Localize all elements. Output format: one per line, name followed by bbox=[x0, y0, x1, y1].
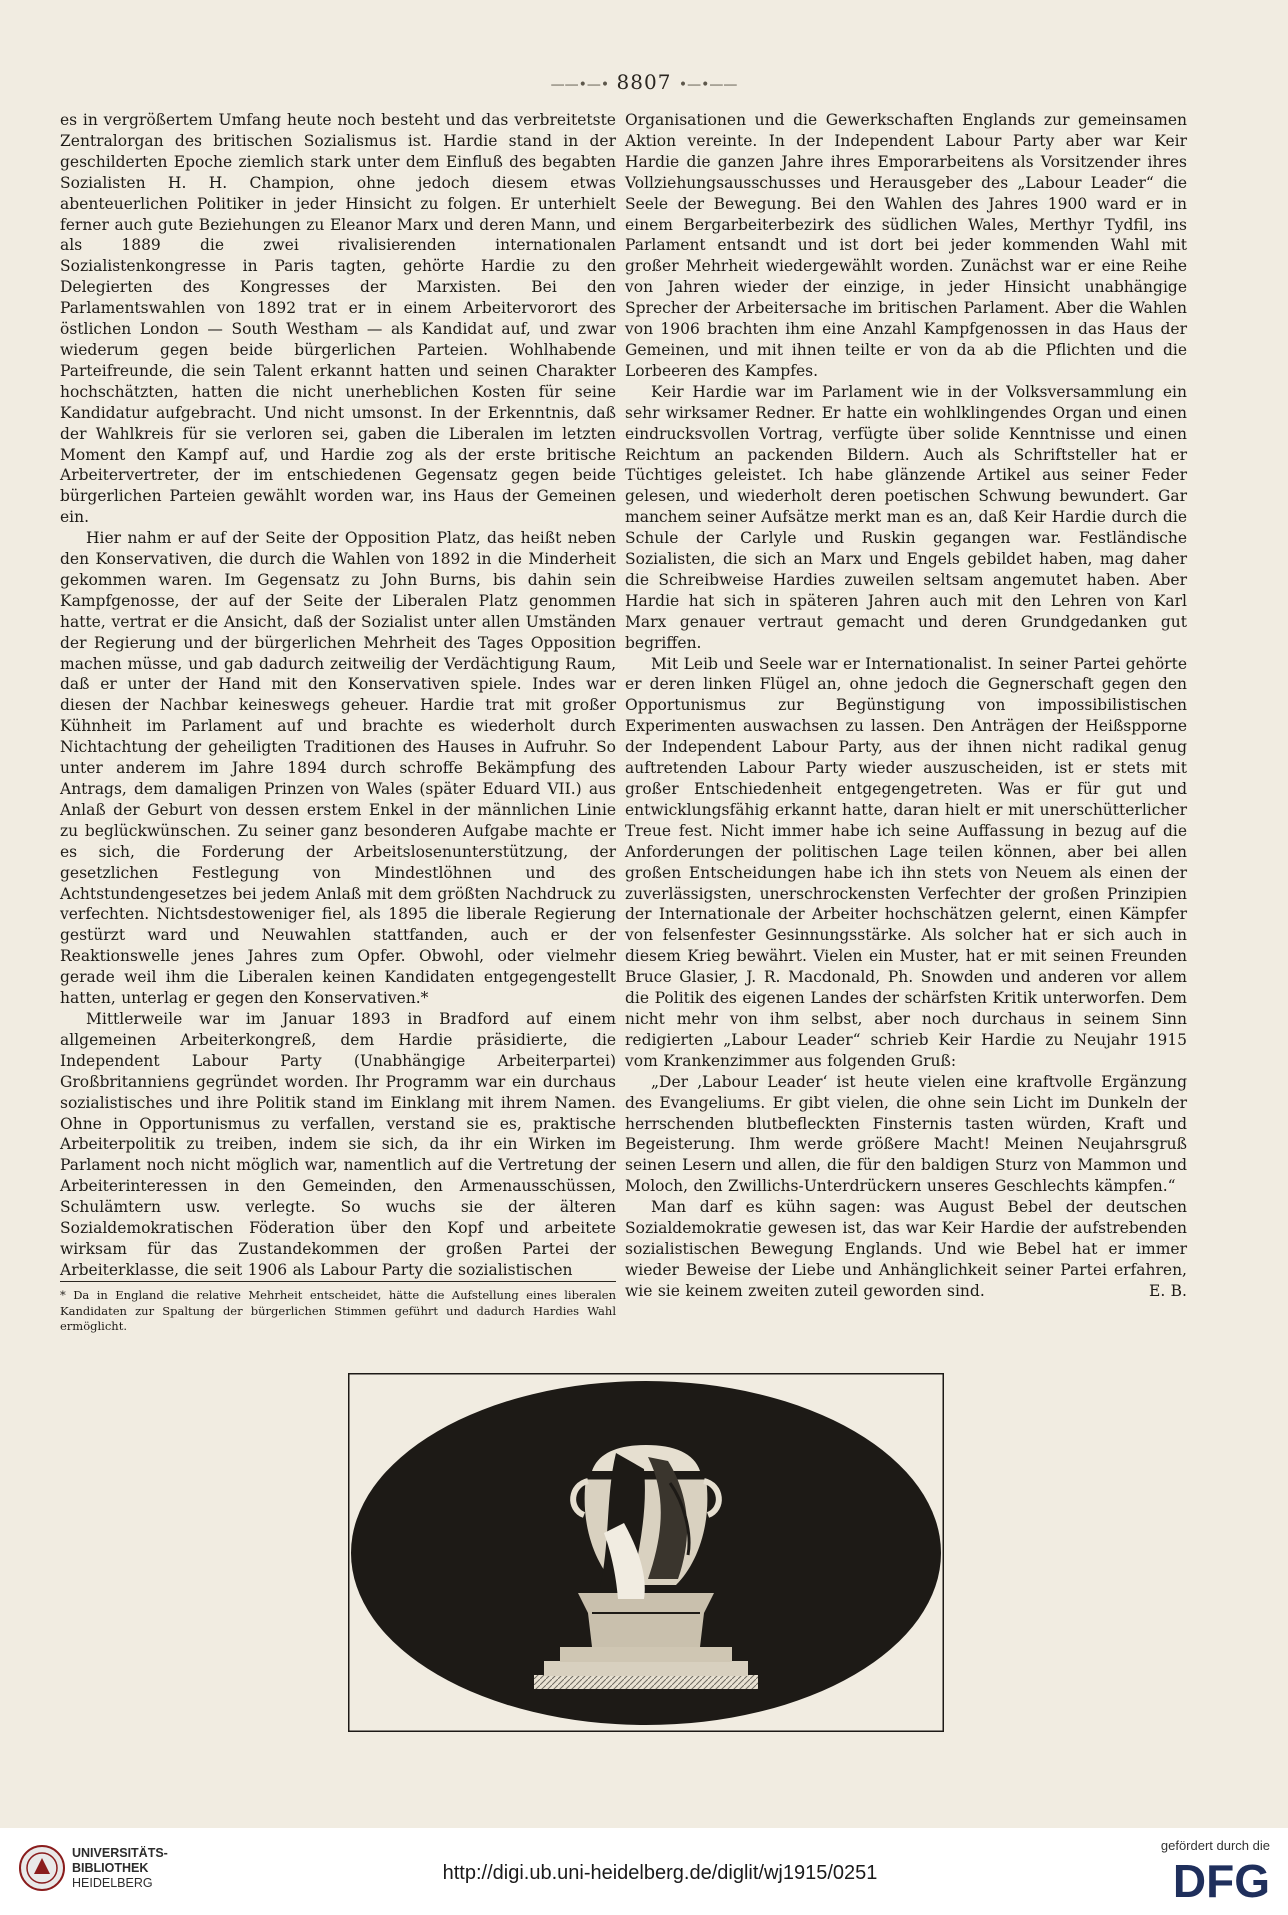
paragraph: Organisationen und die Gewerkschaften Englands zur gemeinsamen Aktion vereinte. In der Independent Labour Party aber war Keir Hardie die ganzen Jahre ihres Emporarbeitens als Vorsitzender ihres Vollziehungsausschusses und Herausgeber des „Labour Leader“ die Seele der Bewegung. Bei den Wahlen des Jahres 1900 ward er in einem Bergarbeiterbezirk des südlichen Wales, Merthyr Tydfil, ins Parlament entsandt und ist dort bei jeder kommenden Wahl mit großer Mehrheit wiedergewählt worden. Zunächst war er eine Reihe von Jahren wieder der einzige, in jeder Hinsicht unabhängige Sprecher der Arbeitersache im britischen Parlament. Aber die Wahlen von 1906 brachten ihm eine Anzahl Kampfgenossen in das Haus der Gemeinen, und mit ihnen teilte er von da ab die Pflichten und die Lorbeeren des Kampfes. bbox=[625, 111, 1187, 380]
svg-text:DFG: DFG bbox=[1172, 1855, 1270, 1903]
left-column bbox=[60, 110, 616, 1281]
institution-line: UNIVERSITÄTS- bbox=[72, 1846, 168, 1860]
author-signature: E. B. bbox=[1149, 1281, 1187, 1300]
footnote-divider bbox=[60, 1281, 616, 1282]
university-library-logo[interactable] bbox=[18, 1842, 168, 1902]
paragraph: Keir Hardie war im Parlament wie in der Volksversammlung ein sehr wirksamer Redner. Er hatte ein wohlklingendes Organ und einen eindrucksvollen Vortrag, verfügte über solide Kenntnisse und einen Reichtum an packenden Bildern. Auch als Schriftsteller hat er Tüchtiges geleistet. Ich habe glänzende Artikel aus seiner Feder gelesen, und wiederholt deren poetischen Schwung bewundert. Gar manchem seiner Aufsätze merkt man es an, daß Keir Hardie durch die Schule der Carlyle und Ruskin gegangen war. Festländische Sozialisten, die sich an Marx und Engels gebildet haben, mag daher die Schreibweise Hardies zuweilen seltsam angemutet haben. Aber Hardie hat sich in späteren Jahren auch mit den Lehren von Karl Marx genauer vertraut gemacht und deren Grundgedanken gut begriffen. bbox=[625, 382, 1187, 652]
permalink-url[interactable]: http://digi.ub.uni-heidelberg.de/diglit/wj1915/0251 bbox=[442, 1862, 878, 1884]
paragraph: Mittlerweile war im Januar 1893 in Bradford auf einem allgemeinen Arbeiterkongreß, dem Hardie präsidierte, die Independent Labour Party (Unabhängige Arbeiterpartei) Großbritanniens gegründet worden. Ihr Programm war ein durchaus sozialistisches und ihre Politik stand im Einklang mit ihrem Namen. Ohne in Opportunismus zu verfallen, verstand sie es, praktische Arbeiterpolitik zu treiben, indem sie sich, da ihr ein Wirken im Parlament noch nicht möglich war, namentlich auf die Vertretung der Arbeiterinteressen in den Gemeinden, den Armenausschüssen, Schulämtern usw. verlegte. So wuchs sie der älteren Sozialdemokratischen Föderation über den Kopf und arbeitete wirksam für das Zustandekommen der großen Partei der Arbeiterklasse, die seit 1906 als Labour Party die sozialistischen bbox=[60, 1009, 616, 1279]
paragraph-text: Man darf es kühn sagen: was August Bebel der deutschen Sozialdemokratie gewesen ist, das war Keir Hardie der aufstrebenden sozialistischen Bewegung Englands. Und wie Bebel hat er immer wieder Beweise der Liebe und Anhänglichkeit seiner Partei erfahren, wie sie keinem zweiten zuteil geworden sind. bbox=[625, 1198, 1187, 1300]
ornament-left: ——•—• bbox=[550, 77, 610, 93]
institution-line: BIBLIOTHEK bbox=[72, 1861, 149, 1875]
digital-library-footer bbox=[0, 1828, 1288, 1915]
institution-line: HEIDELBERG bbox=[72, 1876, 153, 1890]
ornament-right: •—•—— bbox=[678, 77, 738, 93]
footnote: * Da in England die relative Mehrheit entscheidet, hätte die Aufstellung eines liberalen Kandidaten zur Spaltung der bürgerlichen Stimmen geführt und dadurch Hardies Wahl ermöglicht. bbox=[60, 1288, 616, 1333]
paragraph: Hier nahm er auf der Seite der Opposition Platz, das heißt neben den Konservativen, die durch die Wahlen von 1892 in die Minderheit gekommen waren. Im Gegensatz zu John Burns, bis dahin sein Kampfgenosse, der auf der Seite der Liberalen Platz genommen hatte, vertrat er die Ansicht, daß der Sozialist unter allen Umständen der Regierung und der bürgerlichen Mehrheit des Tages Opposition machen müsse, und gab dadurch zeitweilig der Verdächtigung Raum, daß er unter der Hand mit den Konservativen spiele. Indes war diesen der Nachbar keineswegs geheuer. Hardie trat mit großer Kühnheit im Parlament auf und brachte es wiederholt durch Nichtachtung der geheiligten Traditionen des Hauses in Aufruhr. So unter anderem im Jahre 1894 durch schroffe Bekämpfung des Antrags, dem damaligen Prinzen von Wales (später Eduard VII.) aus Anlaß der Geburt von dessen erstem Enkel in der männlichen Linie zu beglückwünschen. Zu seiner ganz besonderen Aufgabe machte er es sich, die Forderung der Arbeitslosenunterstützung, der gesetzlichen Festlegung von Mindestlöhnen und des Achtstundengesetzes bei jedem Anlaß mit dem größten Nachdruck zu verfechten. Nichtsdestoweniger fiel, als 1895 die liberale Regierung gestürzt ward und Neuwahlen stattfanden, auch er der Reaktionswelle jenes Jahres zum Opfer. Obwohl, oder vielmehr gerade weil ihm die Liberalen keinen Kandidaten entgegengestellt hatten, unterlag er gegen den Konservativen.* bbox=[60, 529, 616, 1008]
paragraph: Mit Leib und Seele war er Internationalist. In seiner Partei gehörte er deren linken Flügel an, ohne jedoch die Gegnerschaft gegen den Opportunismus zur Begünstigung von impossibilistischen Experimenten auswachsen zu lassen. Den Anträgen der Heißspporne der Independent Labour Party, aus der ihnen nicht radikal genug auftretenden Labour Party wieder auszuscheiden, ist er stets mit großer Entschiedenheit entgegengetreten. Was er für gut und entwicklungsfähig erkannt hatte, daran hielt er mit unerschütterlicher Treue fest. Nicht immer habe ich seine Auffassung in bezug auf die Anforderungen der politischen Lage teilen können, aber bei allen großen Entscheidungen habe ich ihn stets von Neuem als einen der zuverlässigsten, unerschrockensten Verfechter der großen Prinzipien der Internationale der Arbeiter hochschätzen gelernt, einen Kämpfer von felsenfester Gesinnungsstärke. Als solcher hat er sich auch in diesem Krieg bewährt. Vielen ein Muster, hat er mit seinen Freunden Bruce Glasier, J. R. Macdonald, Ph. Snowden und anderen vor allem die Politik des eigenen Landes der schärfsten Kritik unterworfen. Dem nicht mehr von ihm selbst, aber noch durchaus in seinem Sinn redigierten „Labour Leader“ schrieb Keir Hardie zu Neujahr 1915 vom Krankenzimmer aus folgenden Gruß: bbox=[625, 654, 1187, 1070]
paragraph bbox=[625, 1197, 1187, 1302]
paragraph: es in vergrößertem Umfang heute noch besteht und das verbreitetste Zentralorgan des britischen Sozialismus ist. Hardie stand in der geschilderten Epoche ziemlich stark unter dem Einfluß des begabten Sozialisten H. H. Champion, ohne jedoch diesem etwas abenteuerlichen Politiker in jeder Hinsicht zu folgen. Er unterhielt ferner auch gute Beziehungen zu Eleanor Marx und deren Mann, und als 1889 die zwei rivalisierenden internationalen Sozialistenkongresse in Paris tagten, gehörte Hardie zu den Delegierten des Kongresses der Marxisten. Bei den Parlamentswahlen von 1892 trat er in einem Arbeitervorort des östlichen London — South Westham — als Kandidat auf, und zwar wiederum gegen beide bürgerlichen Parteien. Wohlhabende Parteifreunde, die sein Talent erkannt hatten und seinen Charakter hochschätzten, hatten die nicht unerheblichen Kosten für seine Kandidatur aufgebracht. Und nicht umsonst. In der Erkenntnis, daß der Wahlkreis für sie verloren sei, gaben die Liberalen im letzten Moment den Kampf auf, und Hardie zog als der erste britische Arbeitervertreter, der im entschiedenen Gegensatz gegen beide bürgerlichen Parteien gewählt worden war, ins Haus der Gemeinen ein. bbox=[60, 111, 616, 527]
page-header bbox=[0, 70, 1288, 94]
paragraph: „Der ‚Labour Leader‘ ist heute vielen eine kraftvolle Ergänzung des Evangeliums. Er gibt vielen, die ohne sein Licht im Dunkeln der herrschenden blutbefleckten Finsternis tasten würden, Kraft und Begeisterung. Ihm werde größere Macht! Meinen Neujahrsgruß seinen Lesern und allen, die für den baldigen Sturz von Mammon und Moloch, den Zwillichs-Unterdrückern unseres Geschlechts kämpfen.“ bbox=[625, 1072, 1187, 1196]
funeral-urn-vignette-icon bbox=[348, 1373, 944, 1732]
university-library-name bbox=[72, 1846, 168, 1891]
funder-block bbox=[1090, 1838, 1270, 1903]
dfg-logo-icon[interactable] bbox=[1150, 1855, 1270, 1903]
right-column bbox=[625, 110, 1187, 1302]
funded-by-label: gefördert durch die bbox=[1160, 1838, 1270, 1853]
university-seal-icon bbox=[18, 1844, 66, 1892]
page-number: 8807 bbox=[616, 70, 672, 94]
